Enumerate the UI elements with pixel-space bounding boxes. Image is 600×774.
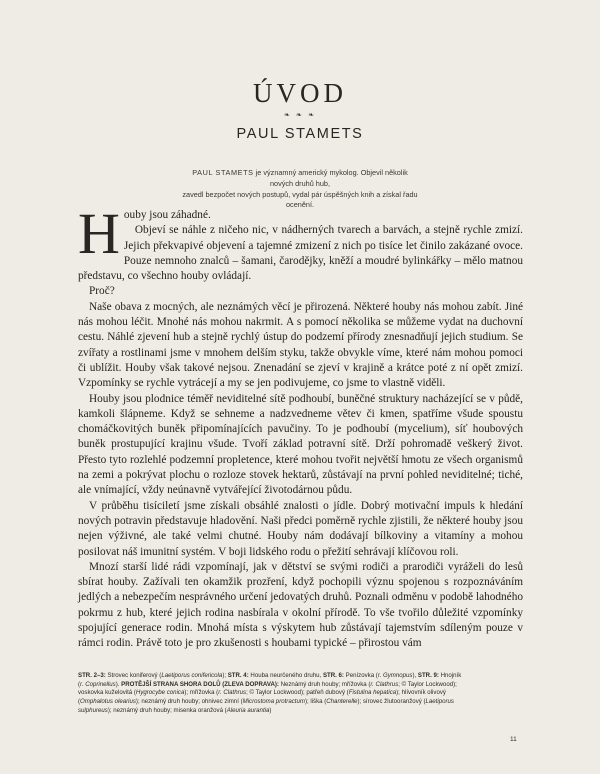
paragraph-2: Objeví se náhle z ničeho nic, v nádherných tvarech a barvách, a stejně rychle zmizí. Jejich překvapivé objevení a tajemné zmizení z nich po tisíce let činilo zakázané ovoce. Pouze nemnoho znalců – šamani, čarodějky, kněží a moudré bylinkářky – mělo matnou představu, co všechno houby ovládají. [78,224,523,283]
author-bio-name: PAUL STAMETS [192,168,254,177]
author-bio-line1: je významný americký mykolog. Objevil několik nových druhů hub, [253,168,408,188]
drop-cap: H [78,201,120,266]
paragraph-6: V průběhu tisíciletí jsme získali obsáhlé znalosti o jídle. Dobrý motivační impuls k hledání nových potravin představuje hladovění. Naši předci poměrně rychle zjistili, že některé houby jsou nejen výživné, ale také velmi chutné. Houby nám dodávají bílkoviny a vitamíny a mohou posilovat náš imunitní systém. V boji lidského rodu o přežití sehrávají klíčovou roli. [78,499,523,558]
body-text [78,201,523,652]
author-bio [180,168,420,211]
photo-captions: STR. 2–3: Strovec koniferový (Laetiporus conifericola); STR. 4: Houba neurčeného druhu, STR. 6: Penízovka (r. Gymnopus), STR. 9: Hnojník (r. Coprinellus). PROTĚJŠÍ STRANA SHORA DOLŮ (ZLEVA DOPRAVA): Neznámý druh houby; mřížovka (r. Clathrus; © Taylor Lockwood); voskovka kuželovitá (Hygrocybe conica); mřížovka (r. Clathrus; © Taylor Lockwood); patřeň dubový (Fistulina hepatica); hlívovník olivový (Omphalotus olearius); neznámý druh houby; ohnivec zimní (Microstoma protractum); liška (Chanterelle); sírovec žlutooranžový (Laetiporus sulphureus); neznámý druh houby; misenka oranžová (Aleuria aurantia) [78,672,462,714]
author-name: PAUL STAMETS [236,126,364,142]
paragraph-7: Mnozí starší lidé rádi vzpomínají, jak v dětství se svými rodiči a prarodiči vyráželi do lesů sbírat houby. Zažívali ten okamžik prozření, když pochopili význu spojenou s rozpoznáváním jedlých a nebezpečím nesprávného určení jedovatých druhů. Poznali odměnu v podobě lahodného pokrmu z hub, které jejich rodina nasbírala v okolní přírodě. To vše tvořilo důležité vzpomínky spojující generace rodin. Mnohá místa s výskytem hub zůstávají tajemstvím sdíleným pouze v rámci rodin. Právě toto je pro zkušenosti s houbami typické – přirostou vám [78,560,523,650]
paragraph-1: Houby jsou záhadné. [78,201,211,266]
paragraph-5: Houby jsou plodnice téměř neviditelné sítě podhoubí, buněčné struktury nacházející se v půdě, kamkoli šlápneme. Když se sehneme a nadzvedneme větev či kmen, spatříme všude spoustu chomáčkovitých buněk připomínajících pavučiny. To je podhoubí (mycelium), síť houbových buněk prostupující krajinu všude. Tvoří základ potravní sítě. Drží pohromadě veškerý život. Přesto tyto rozlehlé podzemní propletence, které mohou tvořit největší hmotu ze všech organismů na zemi a pokrývat plochu o rozloze stovek hektarů, zůstávají na první pohled neviditelné; tiché, ale vnímající, vždy neúnavně vytvářející životodárnou půdu. [78,392,523,497]
page-number: 11 [510,736,517,743]
paragraph-3: Proč? [89,285,115,298]
author-bio-line2: zavedl bezpočet nových postupů, vydal pár úspěšných knih a získal řadu ocenění. [182,189,418,210]
ornament-divider: ❧ ❧ ❧ [283,111,317,119]
chapter-title: ÚVOD [253,78,347,108]
paragraph-4: Naše obava z mocných, ale neznámých věcí je přirozená. Některé houby nás mohou zabít. Jiné nás mohou léčit. Mnohé nás mohou nakrmit. A s pomocí několika se můžeme vydat na duchovní cestu. Náhlé zjevení hub a stejně rychlý ústup do podzemí přírody znesnadňují jejich studium. Se zvířaty a rostlinami jsme v mnohem delším styku, takže obvykle víme, které nám mohou pomoci či ublížit. Houby však takové nejsou. Znenadání se zjeví v krajině a krátce poté z ní opět zmizí. Vzpomínky se rychle vytrácejí a my se jen podivujeme, co jsme to vlastně viděli. [78,300,523,390]
